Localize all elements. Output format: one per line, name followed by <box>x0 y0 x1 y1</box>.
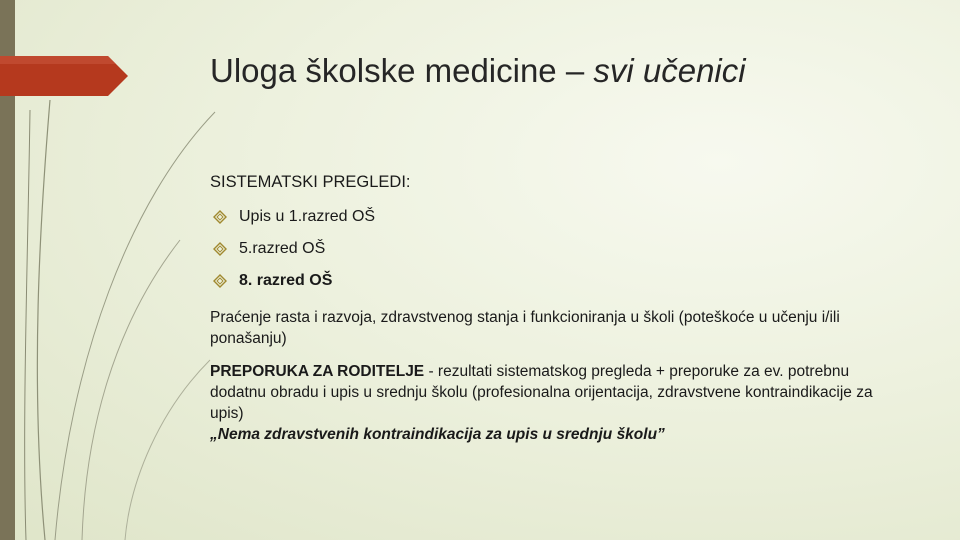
bullet-list <box>210 207 890 290</box>
title-accent-tab <box>0 56 128 96</box>
monitoring-paragraph: Praćenje rasta i razvoja, zdravstvenog stanja i funkcioniranja u školi (poteškoće u učenju i/ili ponašanju) <box>210 309 840 347</box>
list-item <box>210 207 890 226</box>
recommendation-quote: „Nema zdravstvenih kontraindikacija za upis u srednju školu” <box>210 426 665 443</box>
diamond-outline-icon <box>213 210 227 224</box>
recommendation-text: - rezultati sistematskog pregleda + preporuke za ev. potrebnu dodatnu obradu i upis u srednju školu (profesionalna orijentacija, zdravstvene kontraindikacije za upis) <box>210 363 873 422</box>
diamond-outline-icon <box>213 274 227 288</box>
recommendation-paragraph <box>210 361 890 445</box>
page-title <box>210 52 930 90</box>
diamond-outline-icon <box>213 242 227 256</box>
title-emphasis: svi učenici <box>593 52 746 89</box>
slide-content <box>210 173 890 445</box>
list-item-label: Upis u 1.razred OŠ <box>239 207 376 225</box>
recommendation-label: PREPORUKA ZA RODITELJE <box>210 363 425 380</box>
list-item-label: 5.razred OŠ <box>239 239 326 257</box>
list-item <box>210 271 890 290</box>
list-item-label: 8. razred OŠ <box>239 271 333 289</box>
list-item <box>210 239 890 258</box>
title-text: Uloga školske medicine – <box>210 52 594 89</box>
section-heading: SISTEMATSKI PREGLEDI: <box>210 173 411 191</box>
